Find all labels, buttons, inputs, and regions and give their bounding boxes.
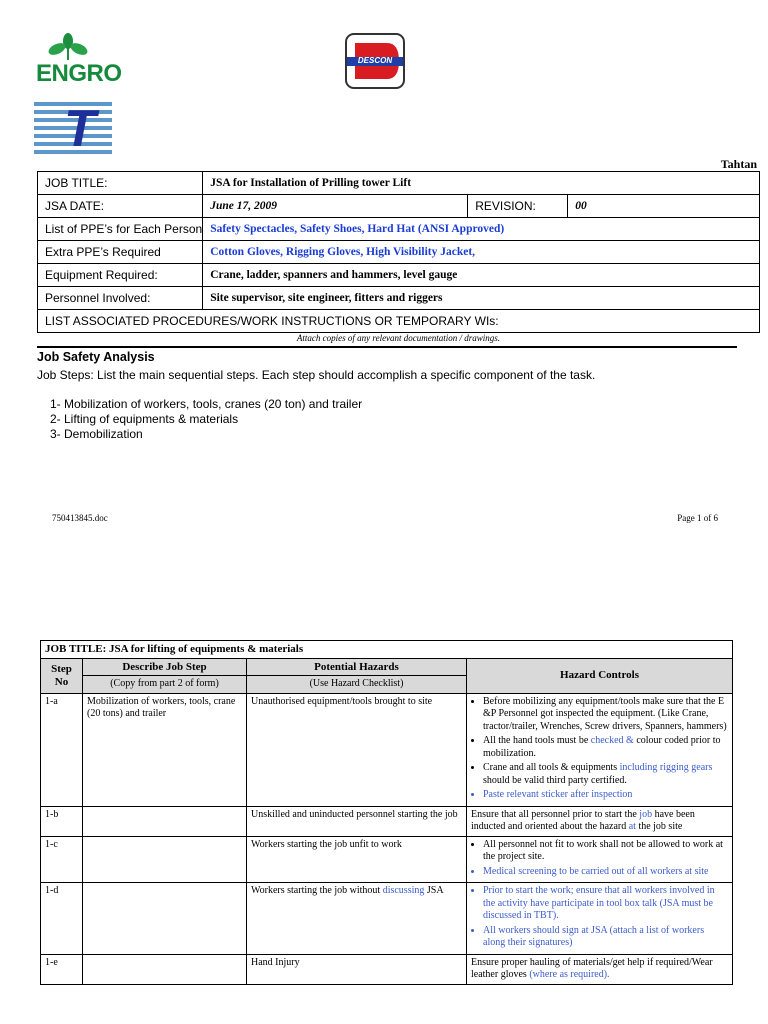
analysis-intro: Job Steps: List the main sequential steps. Each step should accomplish a specific component of the task. (37, 368, 596, 382)
job-title-row (38, 172, 760, 195)
hazard-cell: Workers starting the job without discussing JSA (247, 883, 467, 955)
control-item: • Crane and all tools & equipments including rigging gears should be valid third party certified. (483, 762, 728, 787)
job-title-label: JOB TITLE: (38, 172, 203, 195)
describe-cell (83, 883, 247, 955)
jsa-date-label: JSA DATE: (38, 195, 203, 218)
jsa-table-title: JOB TITLE: JSA for lifting of equipments & materials (41, 641, 733, 659)
equipment-label: Equipment Required: (38, 264, 203, 287)
procedures-label: LIST ASSOCIATED PROCEDURES/WORK INSTRUCTIONS OR TEMPORARY WIs: (38, 310, 760, 333)
page-number: Page 1 of 6 (677, 513, 718, 523)
engro-logo: ENGRO (36, 60, 122, 87)
equipment-value: Crane, ladder, spanners and hammers, level gauge (203, 264, 760, 287)
extra-ppe-label: Extra PPE’s Required (38, 241, 203, 264)
describe-cell (83, 836, 247, 883)
col-hazards-sub: (Use Hazard Checklist) (247, 676, 467, 694)
jsa-title-row (41, 641, 733, 659)
table-row (41, 883, 733, 955)
table-row (41, 836, 733, 883)
doc-name: 750413845.doc (52, 513, 108, 523)
hazard-cell: Workers starting the job unfit to work (247, 836, 467, 883)
table-row (41, 806, 733, 836)
equipment-row (38, 264, 760, 287)
step-cell: 1-c (41, 836, 83, 883)
jsa-header-row (41, 658, 733, 676)
t-logo-letter: T (64, 100, 96, 158)
describe-cell (83, 806, 247, 836)
hazard-cell: Unauthorised equipment/tools brought to site (247, 693, 467, 806)
procedures-row (38, 310, 760, 333)
step-cell: 1-d (41, 883, 83, 955)
controls-cell (467, 693, 733, 806)
step-item: 3- Demobilization (50, 427, 143, 441)
personnel-value: Site supervisor, site engineer, fitters and riggers (203, 287, 760, 310)
describe-cell: Mobilization of workers, tools, crane (20 tons) and trailer (83, 693, 247, 806)
hazard-cell: Unskilled and uninducted personnel starting the job (247, 806, 467, 836)
analysis-heading: Job Safety Analysis (37, 350, 155, 364)
describe-cell (83, 954, 247, 984)
extra-ppe-row (38, 241, 760, 264)
control-item: • Medical screening to be carried out of all workers at site (483, 866, 728, 879)
step-item: 2- Lifting of equipments & materials (50, 412, 239, 426)
step-cell: 1-e (41, 954, 83, 984)
location-label: Tahtan (720, 157, 757, 171)
control-item: • All the hand tools must be checked & colour coded prior to mobilization. (483, 735, 728, 760)
controls-cell: Ensure that all personnel prior to start the job have been inducted and oriented about the hazard at the job site (467, 806, 733, 836)
ppe-label: List of PPE’s for Each Person (38, 218, 203, 241)
col-controls-header: Hazard Controls (467, 658, 733, 693)
control-item: • Paste relevant sticker after inspection (483, 789, 728, 802)
job-title-value: JSA for Installation of Prilling tower Lift (203, 172, 760, 195)
descon-logo-text: DESCON (357, 56, 393, 65)
descon-logo (345, 33, 405, 89)
control-item: • All personnel not fit to work shall not be allowed to work at the project site. (483, 839, 728, 864)
control-item: • All workers should sign at JSA (attach a list of workers along their signatures) (483, 925, 728, 950)
extra-ppe-value: Cotton Gloves, Rigging Gloves, High Visibility Jacket, (203, 241, 760, 264)
step-cell: 1-b (41, 806, 83, 836)
table-row (41, 693, 733, 806)
engro-leaf-icon (48, 32, 88, 62)
revision-value: 00 (568, 195, 760, 218)
controls-cell (467, 836, 733, 883)
col-describe-header: Describe Job Step (83, 658, 247, 676)
controls-cell: Ensure proper hauling of materials/get help if required/Wear leather gloves (where as required). (467, 954, 733, 984)
control-item: • Prior to start the work; ensure that all workers involved in the activity have participate in tool box talk (JSA must be discussed in TBT). (483, 885, 728, 923)
jsa-date-value: June 17, 2009 (203, 195, 468, 218)
divider (37, 346, 737, 348)
job-info-table (37, 171, 760, 333)
col-step-header: Step No (41, 658, 83, 693)
ppe-row (38, 218, 760, 241)
table-row (41, 954, 733, 984)
jsa-date-row (38, 195, 760, 218)
controls-cell (467, 883, 733, 955)
t-logo-icon (34, 98, 116, 158)
revision-label: REVISION: (468, 195, 568, 218)
ppe-value: Safety Spectacles, Safety Shoes, Hard Hat (ANSI Approved) (203, 218, 760, 241)
col-describe-sub: (Copy from part 2 of form) (83, 676, 247, 694)
hazard-cell: Hand Injury (247, 954, 467, 984)
step-cell: 1-a (41, 693, 83, 806)
col-hazards-header: Potential Hazards (247, 658, 467, 676)
control-item: • Before mobilizing any equipment/tools make sure that the E &P Personnel got inspected the equipment. (Like Crane, tractor/trailer, Wrenches, Screw drivers, Spanners, hammers) (483, 696, 728, 734)
jsa-table (40, 640, 733, 985)
personnel-label: Personnel Involved: (38, 287, 203, 310)
attach-note: Attach copies of any relevant documentation / drawings. (296, 333, 501, 343)
step-item: 1- Mobilization of workers, tools, cranes (20 ton) and trailer (50, 397, 363, 411)
personnel-row (38, 287, 760, 310)
